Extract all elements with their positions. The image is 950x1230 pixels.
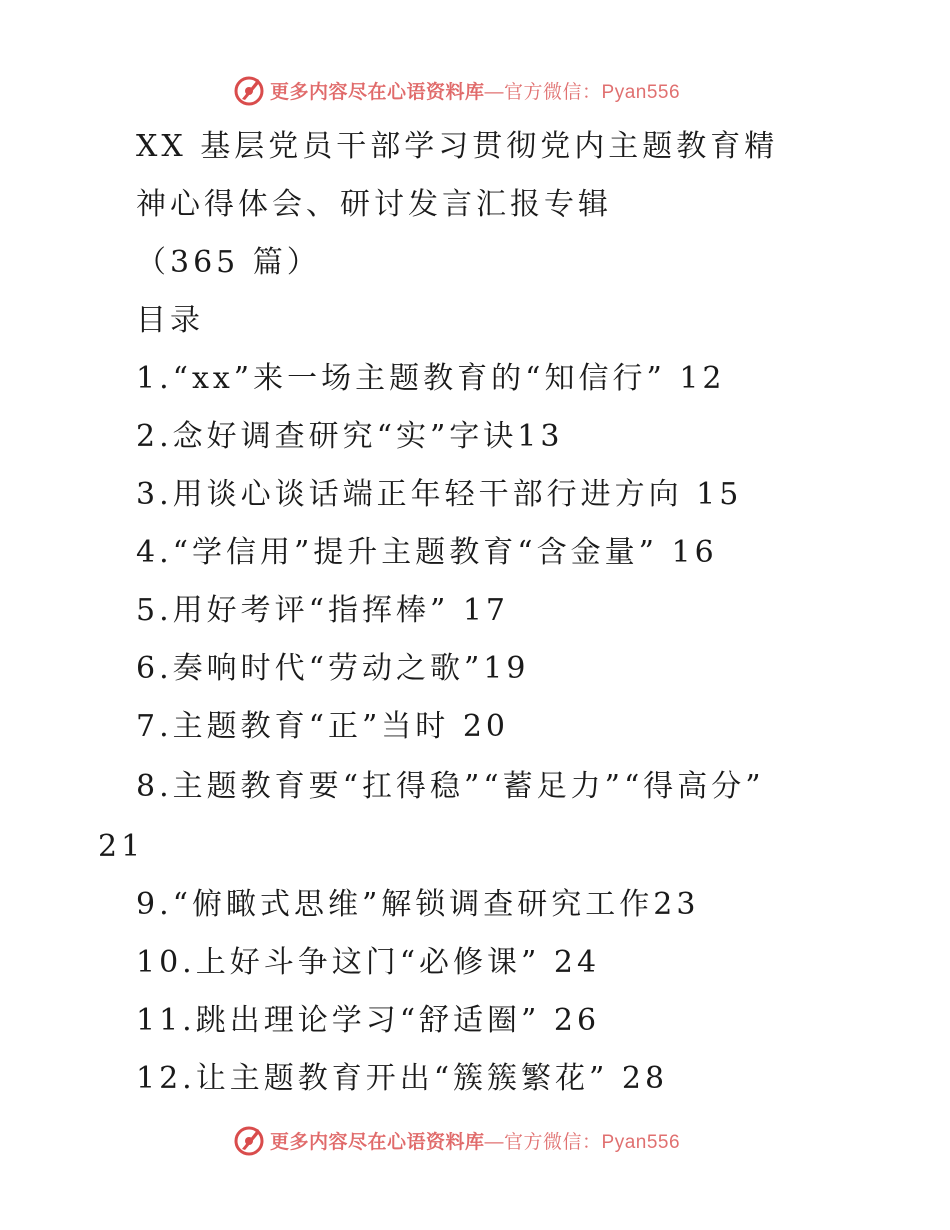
title-line-1: XX 基层党员干部学习贯彻党内主题教育精 xyxy=(136,129,779,164)
toc-item: 8.主题教育要“扛得稳”“蓄足力”“得高分” xyxy=(136,769,765,804)
toc-item: 4.“学信用”提升主题教育“含金量” 16 xyxy=(136,535,718,570)
toc-item: 5.用好考评“指挥棒” 17 xyxy=(136,593,510,628)
toc-heading: 目录 xyxy=(136,303,204,338)
title-line-2: 神心得体会、研讨发言汇报专辑 xyxy=(136,187,612,222)
toc-item: 12.让主题教育开出“簇簇繁花” 28 xyxy=(136,1061,669,1096)
article-count: （365 篇） xyxy=(136,245,321,280)
toc-item: 6.奏响时代“劳动之歌”19 xyxy=(136,651,530,686)
header-banner xyxy=(232,70,680,110)
toc-item: 11.跳出理论学习“舒适圈” 26 xyxy=(136,1003,601,1038)
footer-banner xyxy=(232,1120,680,1160)
toc-item: 7.主题教育“正”当时 20 xyxy=(136,709,510,744)
toc-item: 10.上好斗争这门“必修课” 24 xyxy=(136,945,601,980)
toc-item-page-wrap: 21 xyxy=(98,829,145,864)
toc-item: 3.用谈心谈话端正年轻干部行进方向 15 xyxy=(136,477,743,512)
banner-text: 更多内容尽在心语资料库 xyxy=(270,1130,485,1153)
toc-item: 2.念好调查研究“实”字诀13 xyxy=(136,419,564,454)
toc-item: 1.“xx”来一场主题教育的“知信行” 12 xyxy=(136,361,726,396)
quill-logo-icon xyxy=(232,1123,266,1157)
banner-suffix: —官方微信：Pyan556 xyxy=(484,1131,681,1153)
banner-suffix: —官方微信：Pyan556 xyxy=(484,81,681,103)
banner-text: 更多内容尽在心语资料库 xyxy=(270,80,485,103)
toc-item: 9.“俯瞰式思维”解锁调查研究工作23 xyxy=(136,887,700,922)
quill-logo-icon xyxy=(232,73,266,107)
